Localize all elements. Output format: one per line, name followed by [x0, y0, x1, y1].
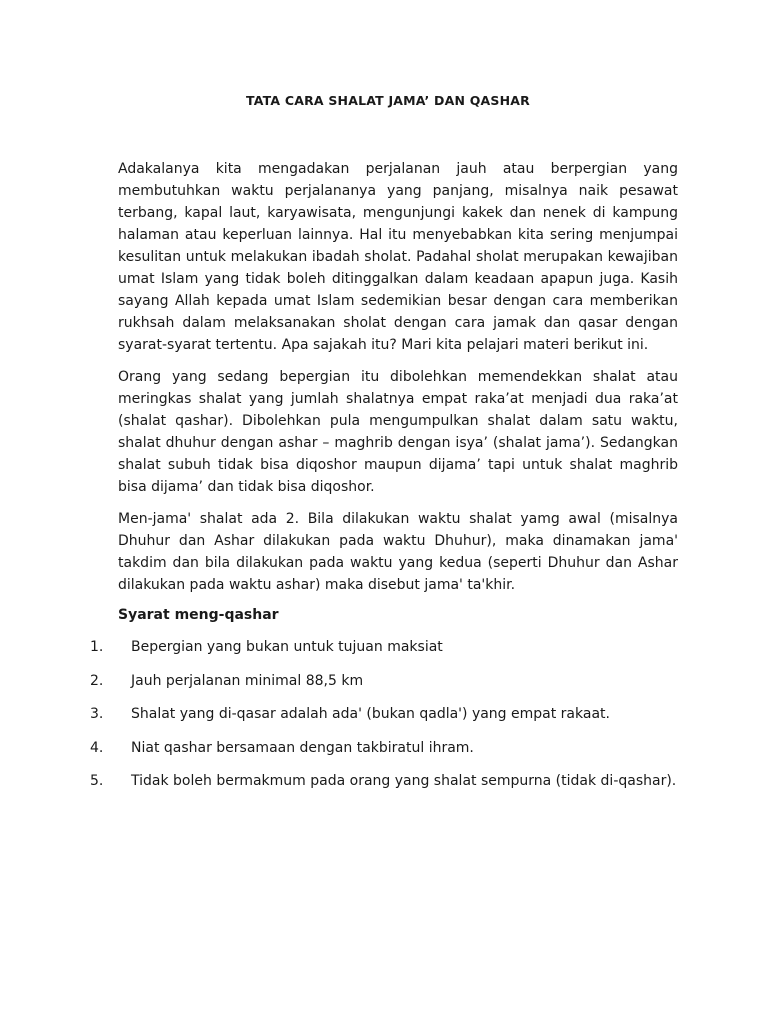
list-item	[90, 636, 690, 658]
list-item-number: 4.	[90, 739, 104, 756]
paragraph-intro: Adakalanya kita mengadakan perjalanan jauh atau berpergian yang membutuhkan waktu perjalananya yang panjang, misalnya naik pesawat terbang, kapal laut, karyawisata, mengunjungi kakek dan nenek di kampung halaman atau keperluan lainnya. Hal itu menyebabkan kita sering menjumpai kesulitan untuk melakukan ibadah sholat. Padahal sholat merupakan kewajiban umat Islam yang tidak boleh ditinggalkan dalam keadaan apapun juga. Kasih sayang Allah kepada umat Islam sedemikian besar dengan cara memberikan rukhsah dalam melaksanakan sholat dengan cara jamak dan qasar dengan syarat-syarat tertentu. Apa sajakah itu? Mari kita pelajari materi berikut ini.	[118, 161, 678, 353]
paragraph-qashar-jama: Orang yang sedang bepergian itu dibolehkan memendekkan shalat atau meringkas shalat yang jumlah shalatnya empat raka’at menjadi dua raka’at (shalat qashar). Dibolehkan pula mengumpulkan shalat dalam satu waktu, shalat dhuhur dengan ashar – maghrib dengan isya’ (shalat jama’). Sedangkan shalat subuh tidak bisa diqoshor maupun dijama’ tapi untuk shalat maghrib bisa dijama’ dan tidak bisa diqoshor.	[118, 369, 678, 495]
list-item	[90, 770, 690, 792]
list-item-text: Jauh perjalanan minimal 88,5 km	[131, 672, 364, 689]
document-title: TATA CARA SHALAT JAMA’ DAN QASHAR	[246, 93, 530, 108]
list-item	[90, 670, 690, 692]
list-item-text: Tidak boleh bermakmum pada orang yang shalat sempurna (tidak di-qashar).	[131, 773, 677, 789]
list-item	[90, 737, 690, 759]
list-item-number: 2.	[90, 672, 104, 689]
paragraph-jama-types: Men-jama' shalat ada 2. Bila dilakukan waktu shalat yamg awal (misalnya Dhuhur dan Ashar dilakukan pada waktu Dhuhur), maka dinamakan jama' takdim dan bila dilakukan pada waktu yang kedua (seperti Dhuhur dan Ashar dilakukan pada waktu ashar) maka disebut jama' ta'khir.	[118, 511, 678, 593]
requirements-list	[90, 636, 690, 804]
document-body	[118, 158, 678, 606]
list-item-number: 3.	[90, 706, 104, 722]
list-item-number: 1.	[90, 639, 104, 655]
section-heading: Syarat meng-qashar	[118, 607, 279, 623]
list-item-text: Shalat yang di-qasar adalah ada' (bukan qadla') yang empat rakaat.	[131, 706, 610, 722]
list-item-text: Bepergian yang bukan untuk tujuan maksiat	[131, 639, 443, 655]
list-item-text: Niat qashar bersamaan dengan takbiratul ihram.	[131, 739, 474, 756]
list-item-number: 5.	[90, 773, 104, 789]
list-item	[90, 703, 690, 725]
